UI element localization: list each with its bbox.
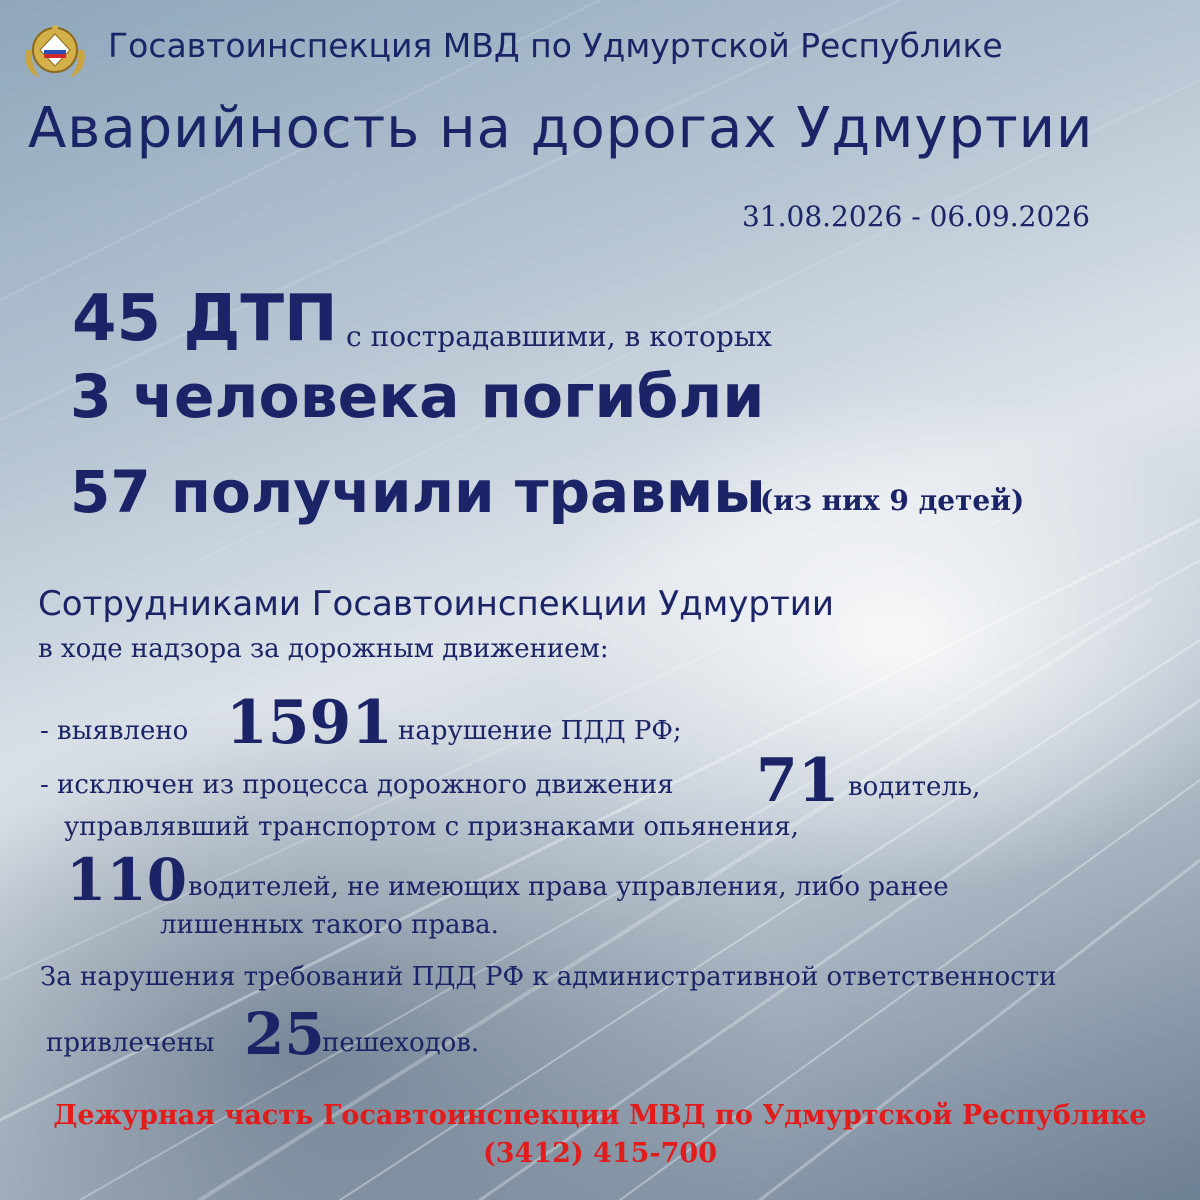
- organization-name: Госавтоинспекция МВД по Удмуртской Республике: [108, 26, 1003, 65]
- drunk-drivers-prefix: - исключен из процесса дорожного движения: [40, 770, 674, 800]
- drunk-drivers-suffix: водитель,: [848, 772, 981, 802]
- page-title: Аварийность на дорогах Удмуртии: [28, 96, 1094, 161]
- accidents-description: с пострадавшими, в которых: [346, 320, 772, 353]
- report-period: 31.08.2026 - 06.09.2026: [742, 200, 1090, 233]
- pedestrians-count: 25: [244, 1000, 325, 1068]
- pedestrians-prefix: привлечены: [46, 1028, 215, 1058]
- fatalities: 3 человека погибли: [70, 362, 765, 432]
- violations-count: 1591: [226, 688, 393, 758]
- accidents-count: 45 ДТП: [72, 282, 338, 356]
- pedestrians-suffix: пешеходов.: [322, 1028, 480, 1058]
- duty-phone[interactable]: (3412) 415-700: [482, 1138, 718, 1169]
- enforcement-subheading: в ходе надзора за дорожным движением:: [38, 634, 609, 664]
- drunk-drivers-count: 71: [756, 746, 840, 816]
- injured-children: (из них 9 детей): [760, 484, 1025, 517]
- violations-suffix: нарушение ПДД РФ;: [398, 716, 682, 746]
- unlicensed-drivers-description-line2: лишенных такого права.: [160, 910, 499, 940]
- traffic-police-emblem-icon: [20, 20, 90, 82]
- drunk-drivers-description: управлявший транспортом с признаками опьянения,: [64, 812, 799, 842]
- violations-prefix: - выявлено: [40, 716, 189, 746]
- injuries: 57 получили травмы: [70, 458, 766, 526]
- duty-unit-label: Дежурная часть Госавтоинспекции МВД по Удмуртской Республике: [53, 1100, 1147, 1131]
- enforcement-heading: Сотрудниками Госавтоинспекции Удмуртии: [38, 584, 834, 624]
- pedestrians-intro: За нарушения требований ПДД РФ к административной ответственности: [40, 962, 1057, 992]
- unlicensed-drivers-description: водителей, не имеющих права управления, либо ранее: [188, 872, 949, 902]
- unlicensed-drivers-count: 110: [66, 846, 188, 914]
